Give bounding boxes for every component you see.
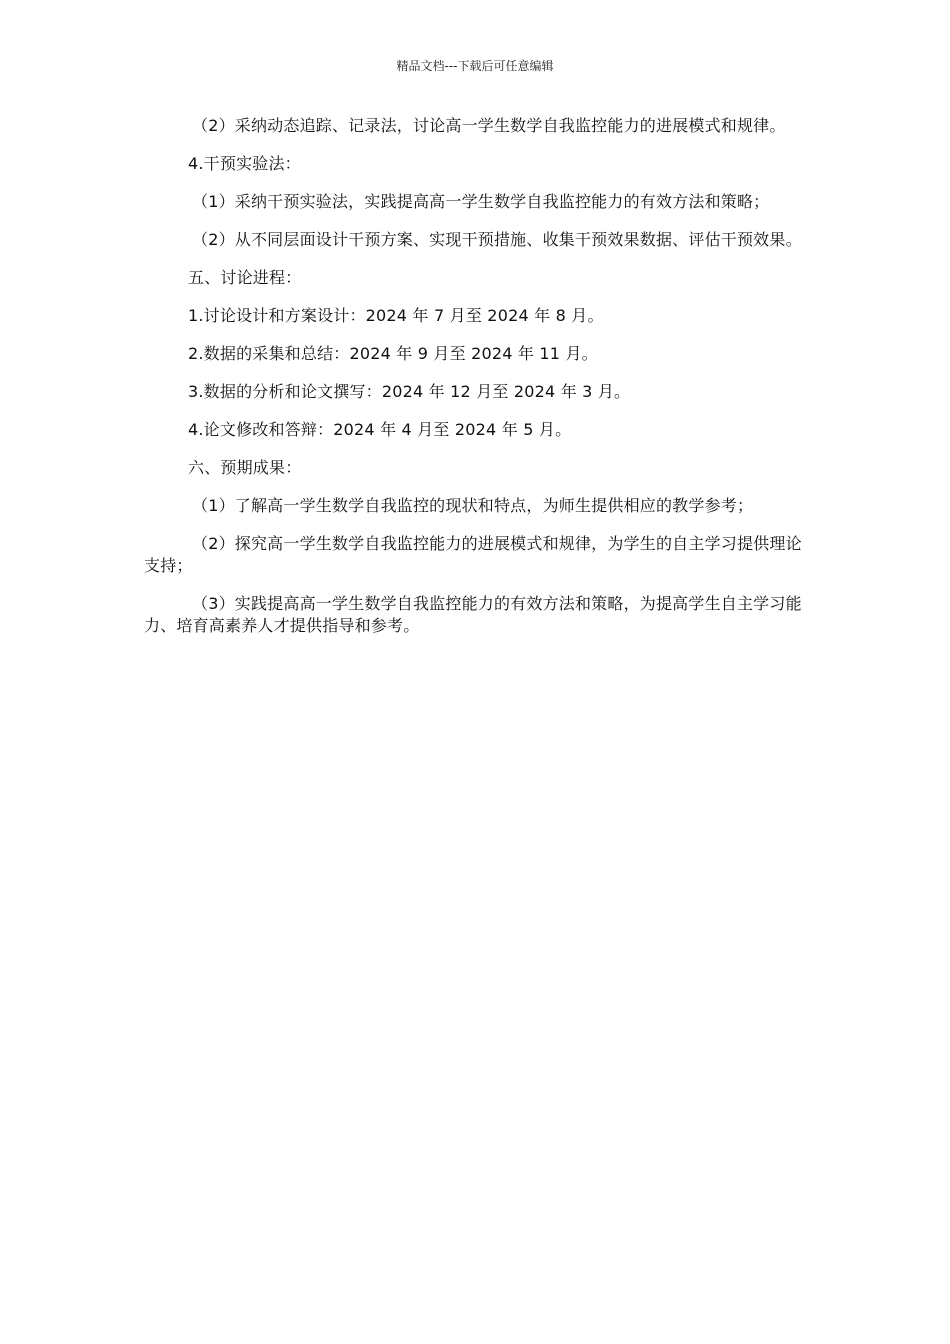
progress-item-3: 3.数据的分析和论文撰写：2024 年 12 月至 2024 年 3 月。 xyxy=(188,382,631,401)
progress-item-4: 4.论文修改和答辩：2024 年 4 月至 2024 年 5 月。 xyxy=(188,420,572,439)
document-body xyxy=(144,115,808,653)
paragraph-method-tracking: （2）采纳动态追踪、记录法，讨论高一学生数学自我监控能力的进展模式和规律。 xyxy=(192,116,786,135)
heading-intervention-method: 4.干预实验法： xyxy=(188,154,301,173)
progress-item-1: 1.讨论设计和方案设计：2024 年 7 月至 2024 年 8 月。 xyxy=(188,306,604,325)
page-header: 精品文档---下载后可任意编辑 xyxy=(396,59,554,73)
heading-expected-results: 六、预期成果： xyxy=(188,458,302,477)
result-item-2: （2）探究高一学生数学自我监控能力的进展模式和规律，为学生的自主学习提供理论支持； xyxy=(144,534,802,575)
paragraph-intervention-2: （2）从不同层面设计干预方案、实现干预措施、收集干预效果数据、评估干预效果。 xyxy=(192,230,802,249)
result-item-3: （3）实践提高高一学生数学自我监控能力的有效方法和策略，为提高学生自主学习能力、培育高素养人才提供指导和参考。 xyxy=(144,594,802,635)
result-item-1: （1）了解高一学生数学自我监控的现状和特点，为师生提供相应的教学参考； xyxy=(192,496,754,515)
progress-item-2: 2.数据的采集和总结：2024 年 9 月至 2024 年 11 月。 xyxy=(188,344,598,363)
heading-research-progress: 五、讨论进程： xyxy=(188,268,302,287)
paragraph-intervention-1: （1）采纳干预实验法，实践提高高一学生数学自我监控能力的有效方法和策略； xyxy=(192,192,770,211)
